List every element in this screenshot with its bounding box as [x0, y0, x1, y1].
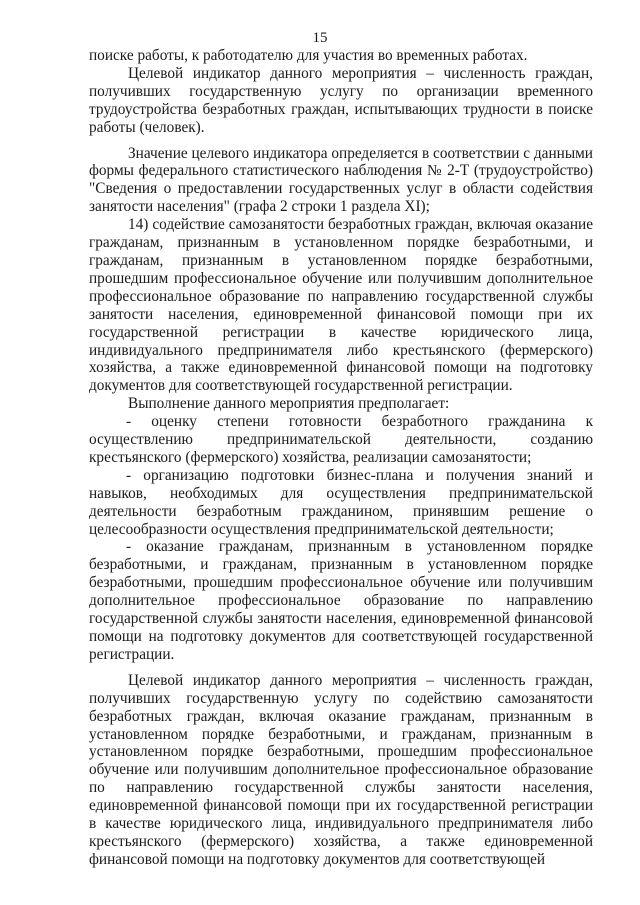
- paragraph-measure-implementation: Выполнение данного мероприятия предполагает:: [128, 395, 450, 413]
- body-text: [89, 47, 593, 869]
- page-number: 15: [312, 30, 328, 46]
- list-item-financial-assistance: - оказание гражданам, признанным в установленном порядке безработными, и гражданам, признанным в установленном порядке безработными, прошедшим профессиональное обучение или получившим дополнительное профессиональное образование по направлению государственной службы занятости населения, единовременной финансовой помощи на подготовку документов для соответствующей государственной регистрации.: [89, 538, 593, 663]
- paragraph-target-indicator-temporary-employment: Целевой индикатор данного мероприятия – численность граждан, получивших государственную услугу по организации временного трудоустройства безработных граждан, испытывающих трудности в поиске работы (человек).: [89, 64, 593, 136]
- paragraph-continuation: поиске работы, к работодателю для участия во временных работах.: [89, 47, 528, 64]
- paragraph-target-indicator-self-employment: Целевой индикатор данного мероприятия – численность граждан, получивших государственную услугу по содействию самозанятости безработных граждан, включая оказание гражданам, признанным в установленном порядке безработными, и гражданам, признанным в установленном порядке безработными, прошедшим профессиональное обучение или получившим дополнительное профессиональное образование по направлению государственной службы занятости населения, единовременной финансовой помощи при их государственной регистрации в качестве юридического лица, индивидуального предпринимателя либо крестьянского (фермерского) хозяйства, а также единовременной финансовой помощи на подготовку документов для соответствующей: [89, 671, 593, 868]
- list-item-business-plan-training: - организацию подготовки бизнес-плана и получения знаний и навыков, необходимых для осуществления предпринимательской деятельности безработным гражданином, принявшим решение о целесообразности осуществления предпринимательской деятельности;: [89, 466, 593, 538]
- paragraph-indicator-value-source: Значение целевого индикатора определяется в соответствии с данными формы федерального статистического наблюдения № 2-Т (трудоустройство) "Сведения о предоставлении государственных услуг в области содействия занятости населения" (графа 2 строки 1 раздела XI);: [89, 144, 593, 216]
- paragraph-item-14-self-employment: 14) содействие самозанятости безработных граждан, включая оказание гражданам, признанным в установленном порядке безработными, и гражданам, признанным в установленном порядке безработными, прошедшим профессиональное обучение или получившим дополнительное профессиональное образование по направлению государственной службы занятости населения, единовременной финансовой помощи при их государственной регистрации в качестве юридического лица, индивидуального предпринимателя либо крестьянского (фермерского) хозяйства, а также единовременной финансовой помощи на подготовку документов для соответствующей государственной регистрации.: [89, 216, 593, 395]
- list-item-readiness-assessment: - оценку степени готовности безработного гражданина к осуществлению предпринимательской деятельности, созданию крестьянского (фермерского) хозяйства, реализации самозанятости;: [89, 413, 593, 466]
